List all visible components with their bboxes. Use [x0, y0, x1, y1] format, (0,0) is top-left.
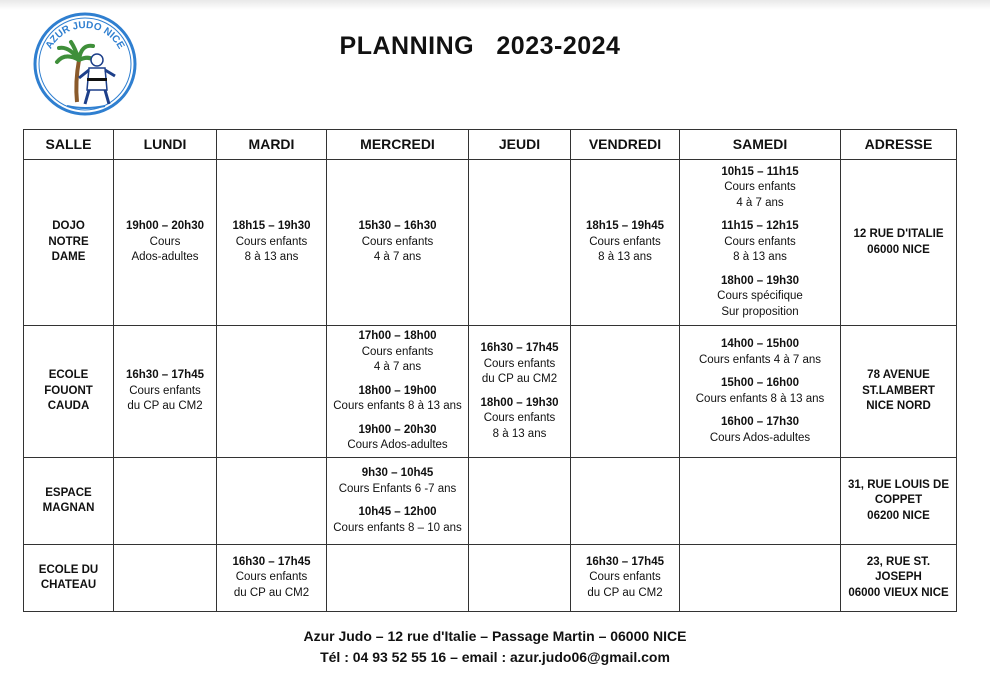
schedule-cell-mardi [217, 326, 327, 458]
schedule-cell-jeudi [469, 458, 571, 545]
table-row [24, 545, 957, 612]
column-header-mercredi: MERCREDI [327, 130, 469, 160]
address-cell: 78 AVENUE ST.LAMBERT NICE NORD [841, 326, 957, 458]
slot-description: Cours enfants [589, 235, 661, 248]
class-slot [682, 219, 838, 266]
class-slot [573, 219, 677, 266]
schedule-cell-lundi [114, 326, 217, 458]
slot-description: 4 à 7 ans [373, 251, 422, 264]
slot-time: 18h15 – 19h45 [585, 220, 664, 233]
slot-description: du CP au CM2 [587, 586, 663, 599]
footer-contact: Tél : 04 93 52 55 16 – email : azur.judo06@gmail.com [320, 649, 670, 665]
slot-description: Cours enfants [235, 571, 308, 584]
class-slot [329, 329, 466, 376]
slot-description: du CP au CM2 [481, 373, 558, 385]
slot-time: 11h15 – 12h15 [721, 220, 799, 233]
slot-time: 14h00 – 15h00 [720, 338, 799, 350]
class-slot [682, 165, 838, 212]
salle-name: ECOLE FOUONT CAUDA [24, 326, 114, 458]
schedule-cell-vendredi [571, 545, 680, 612]
class-slot [219, 219, 324, 266]
slot-time: 19h00 – 20h30 [358, 423, 437, 436]
slot-time: 18h00 – 19h30 [720, 274, 799, 287]
slot-description: Cours enfants [361, 235, 434, 248]
schedule-cell-vendredi [571, 160, 680, 326]
slot-time: 15h30 – 16h30 [358, 220, 437, 233]
planning-table [23, 129, 957, 612]
slot-description: Sur proposition [721, 305, 799, 318]
column-header-salle: SALLE [24, 130, 114, 160]
class-slot [329, 505, 466, 536]
slot-time: 17h00 – 18h00 [358, 330, 437, 343]
slot-time: 18h15 – 19h30 [232, 220, 311, 233]
class-slot [471, 341, 568, 388]
schedule-cell-samedi [680, 160, 841, 326]
column-header-lundi: LUNDI [114, 130, 217, 160]
slot-description: Cours Ados-adultes [709, 431, 811, 444]
address-cell: 31, RUE LOUIS DE COPPET 06200 NICE [841, 458, 957, 545]
page-title: PLANNING 2023-2024 [339, 32, 621, 60]
slot-description: Cours Enfants 6 -7 ans [338, 482, 457, 495]
slot-description: Cours enfants 8 à 13 ans [695, 392, 825, 405]
slot-time: 16h30 – 17h45 [585, 555, 664, 568]
class-slot [471, 396, 568, 443]
class-slot [329, 423, 466, 454]
class-slot [116, 368, 214, 415]
slot-description: 4 à 7 ans [736, 196, 784, 209]
slot-description: Cours enfants [483, 412, 556, 424]
class-slot [573, 555, 677, 602]
class-slot [682, 376, 838, 407]
schedule-cell-mercredi [327, 458, 469, 545]
class-slot [116, 219, 214, 266]
slot-description: Cours enfants [589, 571, 661, 584]
slot-description: Cours enfants [235, 235, 308, 248]
column-header-adresse: ADRESSE [841, 130, 957, 160]
slot-time: 16h30 – 17h45 [125, 369, 204, 382]
slot-description: du CP au CM2 [233, 586, 310, 599]
slot-description: du CP au CM2 [127, 400, 203, 413]
table-row [24, 326, 957, 458]
class-slot [682, 337, 838, 368]
schedule-cell-lundi [114, 458, 217, 545]
slot-description: Ados-adultes [131, 251, 199, 264]
schedule-cell-lundi [114, 160, 217, 326]
slot-description: 8 à 13 ans [733, 251, 787, 264]
slot-time: 15h00 – 16h00 [720, 377, 799, 389]
azur-judo-logo [31, 12, 139, 116]
slot-time: 10h45 – 12h00 [358, 506, 437, 518]
slot-time: 16h30 – 17h45 [232, 555, 311, 568]
slot-description: 8 à 13 ans [244, 251, 299, 264]
slot-description: Cours spécifique [717, 290, 803, 303]
slot-description: Cours enfants [724, 235, 796, 248]
column-header-vendredi: VENDREDI [571, 130, 680, 160]
slot-time: 16h00 – 17h30 [720, 416, 799, 428]
schedule-cell-samedi [680, 458, 841, 545]
slot-description: Cours enfants 8 – 10 ans [333, 521, 462, 534]
class-slot [682, 415, 838, 446]
slot-description: Cours enfants 4 à 7 ans [698, 353, 822, 366]
column-header-jeudi: JEUDI [469, 130, 571, 160]
address-cell: 23, RUE ST. JOSEPH 06000 VIEUX NICE [841, 545, 957, 612]
schedule-cell-jeudi [469, 160, 571, 326]
slot-description: 8 à 13 ans [492, 427, 547, 440]
top-shadow-bar [0, 0, 990, 10]
schedule-cell-vendredi [571, 458, 680, 545]
slot-time: 18h00 – 19h30 [480, 396, 559, 409]
schedule-cell-vendredi [571, 326, 680, 458]
slot-description: Cours Ados-adultes [347, 439, 448, 452]
schedule-cell-mardi [217, 545, 327, 612]
svg-text:AZUR JUDO NICE: AZUR JUDO NICE [43, 19, 127, 51]
schedule-cell-samedi [680, 545, 841, 612]
schedule-cell-jeudi [469, 326, 571, 458]
schedule-cell-mercredi [327, 326, 469, 458]
slot-description: Cours [149, 235, 181, 248]
header-row [24, 130, 957, 160]
salle-name: ESPACE MAGNAN [24, 458, 114, 545]
slot-description: Cours enfants 8 à 13 ans [333, 400, 462, 413]
slot-time: 16h30 – 17h45 [480, 342, 559, 354]
slot-description: 8 à 13 ans [598, 251, 652, 264]
slot-time: 9h30 – 10h45 [361, 467, 434, 479]
slot-time: 10h15 – 11h15 [721, 165, 799, 178]
class-slot [329, 466, 466, 497]
slot-description: Cours enfants [361, 345, 434, 358]
schedule-cell-mardi [217, 160, 327, 326]
schedule-cell-samedi [680, 326, 841, 458]
schedule-cell-mercredi [327, 160, 469, 326]
slot-description: Cours enfants [724, 181, 796, 194]
slot-description: 4 à 7 ans [373, 361, 422, 374]
schedule-cell-jeudi [469, 545, 571, 612]
salle-name: ECOLE DU CHATEAU [24, 545, 114, 612]
class-slot [329, 384, 466, 415]
slot-time: 18h00 – 19h00 [358, 384, 437, 397]
table-row [24, 458, 957, 545]
class-slot [682, 274, 838, 321]
table-row [24, 160, 957, 326]
schedule-cell-mardi [217, 458, 327, 545]
slot-description: Cours enfants [129, 384, 201, 397]
salle-name: DOJO NOTRE DAME [24, 160, 114, 326]
slot-description: Cours enfants [483, 357, 556, 370]
address-cell: 12 RUE D'ITALIE 06000 NICE [841, 160, 957, 326]
column-header-mardi: MARDI [217, 130, 327, 160]
column-header-samedi: SAMEDI [680, 130, 841, 160]
schedule-cell-lundi [114, 545, 217, 612]
slot-time: 19h00 – 20h30 [125, 220, 204, 233]
class-slot [219, 555, 324, 602]
class-slot [329, 219, 466, 266]
footer-address: Azur Judo – 12 rue d'Italie – Passage Martin – 06000 NICE [303, 628, 687, 644]
schedule-cell-mercredi [327, 545, 469, 612]
